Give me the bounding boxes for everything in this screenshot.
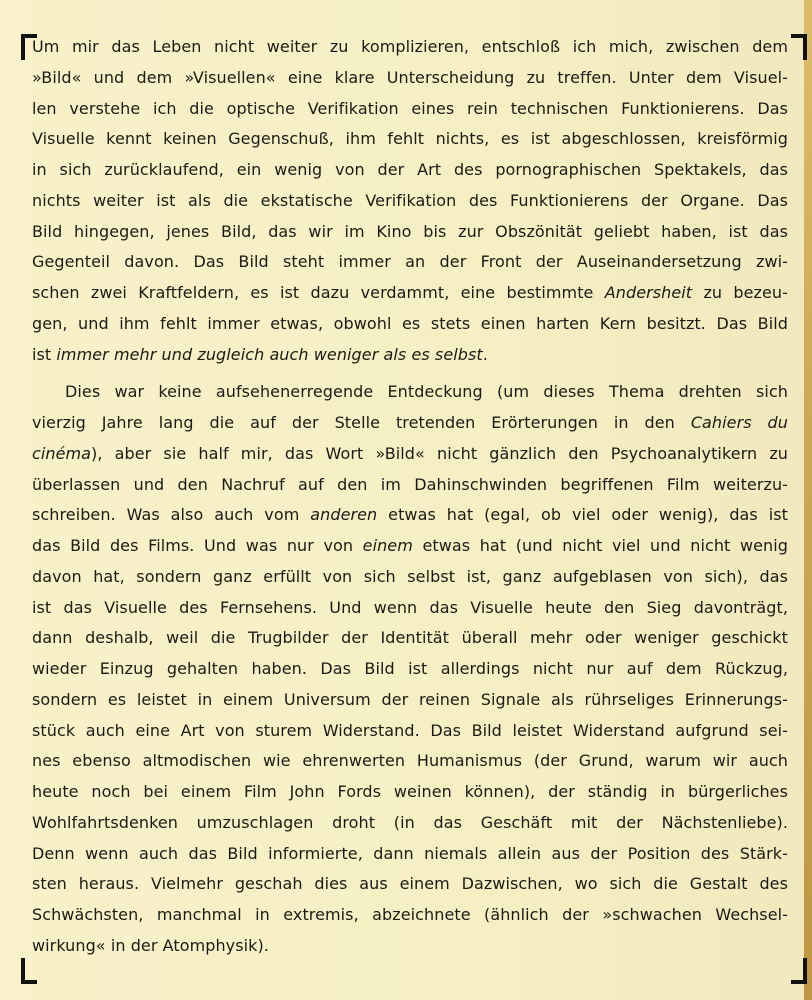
italic-word-einem: einem bbox=[362, 536, 413, 555]
paragraph-1-line-2: »Bild« und dem »Visuellen« eine klare Unterscheidung zu treffen. Unter dem Visuel- bbox=[32, 67, 788, 87]
italic-title-cahiers-du: Cahiers du bbox=[690, 413, 788, 432]
paragraph-2-line-16: Denn wenn auch das Bild informierte, dann niemals allein aus der Position des Stärk- bbox=[32, 843, 788, 863]
paragraph-1-line-4: Visuelle kennt keinen Gegenschuß, ihm fehlt nichts, es ist abgeschlossen, kreisförmig bbox=[32, 129, 788, 149]
paragraph-2-line-7: davon hat, sondern ganz erfüllt von sich selbst ist, ganz aufgeblasen von sich), das bbox=[32, 566, 788, 586]
paragraph-2-line-12: stück auch eine Art von sturem Widerstand. Das Bild leistet Widerstand aufgrund sei- bbox=[32, 720, 788, 740]
paragraph-1-line-8: Gegenteil davon. Das Bild steht immer an der Front der Auseinandersetzung zwi- bbox=[32, 252, 788, 272]
paragraph-2-line-9: dann deshalb, weil die Trugbilder der Identität überall mehr oder weniger geschickt bbox=[32, 628, 788, 648]
paragraph-2-line-17: sten heraus. Vielmehr geschah dies aus einem Dazwischen, wo sich die Gestalt des bbox=[32, 874, 788, 894]
paragraph-1-line-7: Bild hingegen, jenes Bild, das wir im Kino bis zur Obszönität geliebt haben, ist das bbox=[32, 221, 788, 241]
paragraph-2-line-18: Schwächsten, manchmal in extremis, abzeichnete (ähnlich der »schwachen Wechsel- bbox=[32, 905, 788, 924]
paragraph-1-line-10: gen, und ihm fehlt immer etwas, obwohl es stets einen harten Kern besitzt. Das Bild bbox=[32, 313, 788, 333]
paragraph-2-line-5: schreiben. Was also auch vom anderen etwas hat (egal, ob viel oder wenig), das ist bbox=[32, 505, 788, 525]
paragraph-2-line-2: vierzig Jahre lang die auf der Stelle tretenden Erörterungen in den Cahiers du bbox=[32, 413, 788, 432]
paragraph-2-line-11: sondern es leistet in einem Universum der reinen Signale als rührseliges Erinnerungs- bbox=[32, 689, 788, 709]
paragraph-2-line-4: überlassen und den Nachruf auf den im Dahinschwinden begriffenen Film weiterzu- bbox=[32, 474, 788, 494]
paragraph-2-line-19: wirkung« in der Atomphysik). bbox=[32, 935, 269, 955]
paragraph-2-line-15: Wohlfahrtsdenken umzuschlagen droht (in das Geschäft mit der Nächstenliebe). bbox=[32, 812, 788, 832]
italic-phrase-immer-mehr: immer mehr und zugleich auch weniger als es selbst bbox=[56, 344, 483, 364]
paragraph-1-line-11: ist immer mehr und zugleich auch weniger als es selbst. bbox=[32, 344, 488, 364]
paragraph-2-line-14: heute noch bei einem Film John Fords weinen können), der ständig in bürgerliches bbox=[32, 782, 788, 801]
paragraph-2-line-8: ist das Visuelle des Fernsehens. Und wenn das Visuelle heute den Sieg davonträgt, bbox=[32, 597, 788, 617]
paragraph-2-line-3: cinéma), aber sie half mir, das Wort »Bild« nicht gänzlich den Psychoanalytikern zu bbox=[32, 443, 788, 463]
paragraph-1-line-6: nichts weiter ist als die ekstatische Verifikation des Funktionierens der Organe. Das bbox=[32, 190, 788, 210]
italic-title-cinema: cinéma bbox=[32, 443, 92, 463]
crop-mark-top-right bbox=[791, 34, 807, 60]
italic-term-andersheit: Andersheit bbox=[604, 283, 693, 302]
body-text bbox=[32, 32, 788, 962]
paragraph-2-line-13: nes ebenso altmodischen wie ehrenwerten Humanismus (der Grund, warum wir auch bbox=[32, 751, 788, 771]
crop-mark-bottom-left bbox=[21, 958, 37, 984]
paragraph-2-line-6: das Bild des Films. Und was nur von einem etwas hat (und nicht viel und nicht wenig bbox=[32, 536, 789, 555]
italic-word-anderen: anderen bbox=[310, 505, 378, 525]
paragraph-2-line-1: Dies war keine aufsehenerregende Entdeckung (um dieses Thema drehten sich bbox=[65, 382, 788, 402]
paragraph-1-line-1: Um mir das Leben nicht weiter zu komplizieren, entschloß ich mich, zwischen dem bbox=[32, 37, 788, 56]
crop-mark-bottom-right bbox=[791, 958, 807, 984]
paragraph-1-line-9: schen zwei Kraftfeldern, es ist dazu verdammt, eine bestimmte Andersheit zu bezeu- bbox=[32, 283, 788, 302]
paragraph-2-line-10: wieder Einzug gehalten haben. Das Bild ist allerdings nicht nur auf dem Rückzug, bbox=[32, 659, 788, 678]
page-edge-strip bbox=[804, 0, 812, 1000]
paragraph-1-line-5: in sich zurücklaufend, ein wenig von der Art des pornographischen Spektakels, das bbox=[32, 160, 788, 179]
paragraph-1-line-3: len verstehe ich die optische Verifikation eines rein technischen Funktionierens. Das bbox=[32, 98, 788, 118]
